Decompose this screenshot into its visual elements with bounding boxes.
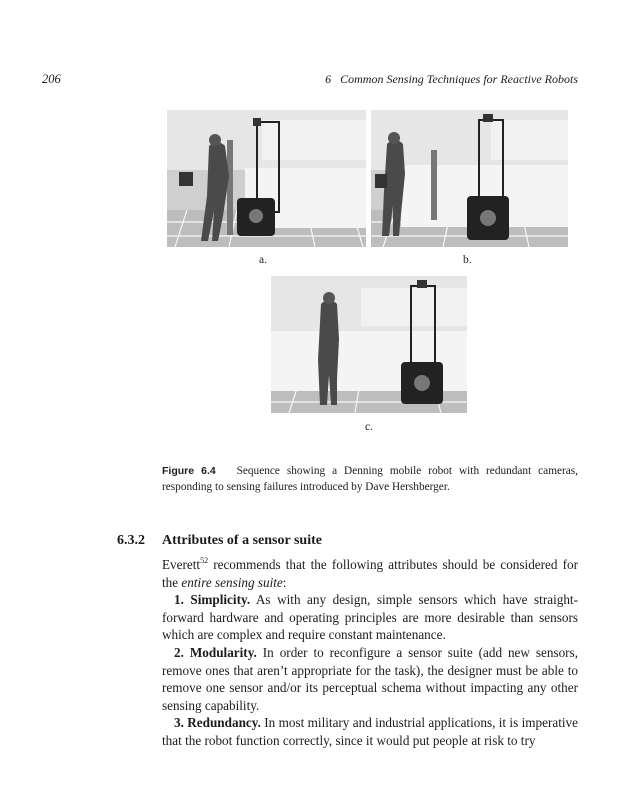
page-number: 206: [42, 72, 61, 86]
list-item: 3. Redundancy. In most military and industrial applications, it is imperative that the robot function correctly, since it would put people at risk to try: [162, 715, 578, 748]
figure-photo-a: [167, 110, 366, 247]
body-text: [162, 556, 578, 750]
citation-ref: 52: [200, 556, 209, 565]
figure-photo-c: [271, 276, 467, 413]
section-title: Attributes of a sensor suite: [162, 533, 322, 548]
section-number: 6.3.2: [117, 533, 145, 548]
caption-text: Sequence showing a Denning mobile robot with redundant cameras, responding to sensing failures introduced by Dave Hershberger.: [162, 465, 578, 493]
figure-photo-b: [371, 110, 568, 247]
intro-paragraph: Everett$^{52}$ recommends that the following attributes should be considered for the entire sensing suite:: [162, 556, 578, 590]
panel-label-a: a.: [259, 254, 267, 266]
panel-label-c: c.: [365, 421, 373, 433]
running-header: 6 Common Sensing Techniques for Reactive Robots: [325, 72, 578, 86]
list-item: 2. Modularity. In order to reconfigure a sensor suite (add new sensors, remove ones that aren’t appropriate for the task), the designer must be able to remove one sensor and/or its perceptual schema without impacting any other sensing capability.: [162, 644, 578, 713]
caption-label: Figure 6.4: [162, 465, 216, 477]
list-item: 1. Simplicity. As with any design, simple sensors which have straight-forward hardware and operating principles are more desirable than sensors which are complex and require constant maintenance.: [162, 592, 578, 643]
figure-caption: [162, 463, 578, 495]
panel-label-b: b.: [463, 254, 472, 266]
